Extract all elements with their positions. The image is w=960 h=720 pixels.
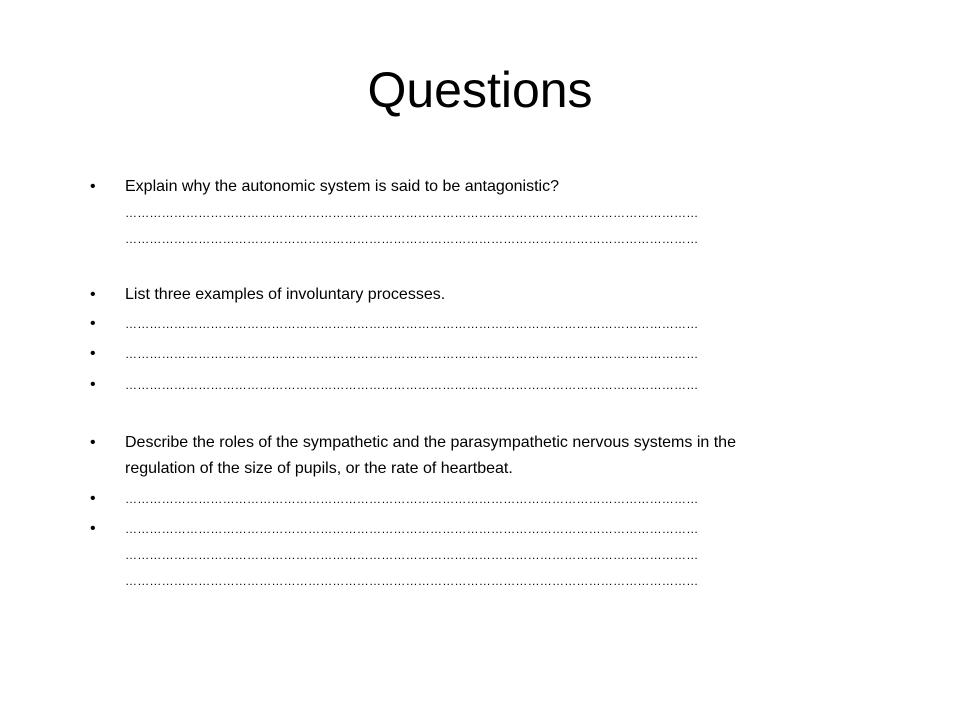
bullet-answer: • [90, 315, 96, 332]
answer-line [125, 516, 698, 542]
bullet-answer: • [90, 345, 96, 362]
slide-title: Questions [367, 62, 593, 118]
answer-line-dots: …………………………………………………………………………………………………………………………… [125, 522, 699, 536]
bullet-q3: • [90, 434, 96, 451]
answer-line [125, 486, 698, 512]
bullet-answer: • [90, 490, 96, 507]
bullet-q2: • [90, 286, 96, 303]
answer-line [125, 200, 698, 226]
bullet-q1: • [90, 178, 96, 195]
answer-line-dots: …………………………………………………………………………………………………………………………… [125, 347, 699, 361]
answer-line-dots: …………………………………………………………………………………………………………………………… [125, 317, 699, 331]
question-2-text: List three examples of involuntary processes. [125, 286, 446, 303]
answer-line [125, 568, 698, 594]
bullet-answer: • [90, 520, 96, 537]
bullet-answer: • [90, 376, 96, 393]
answer-line-dots: …………………………………………………………………………………………………………………………… [125, 206, 699, 220]
answer-line [125, 311, 698, 337]
answer-line-dots: …………………………………………………………………………………………………………………………… [125, 492, 699, 506]
answer-line-dots: …………………………………………………………………………………………………………………………… [125, 378, 699, 392]
answer-line [125, 226, 698, 252]
answer-line [125, 341, 698, 367]
answer-line-dots: …………………………………………………………………………………………………………………………… [125, 232, 699, 246]
question-3-text-line-2: regulation of the size of pupils, or the rate of heartbeat. [125, 460, 513, 477]
answer-line [125, 542, 698, 568]
answer-line-dots: …………………………………………………………………………………………………………………………… [125, 574, 699, 588]
answer-line [125, 372, 698, 398]
question-1-text: Explain why the autonomic system is said to be antagonistic? [125, 178, 560, 195]
answer-line-dots: …………………………………………………………………………………………………………………………… [125, 548, 699, 562]
question-3-text-line-1: Describe the roles of the sympathetic and the parasympathetic nervous systems in the [125, 434, 736, 451]
